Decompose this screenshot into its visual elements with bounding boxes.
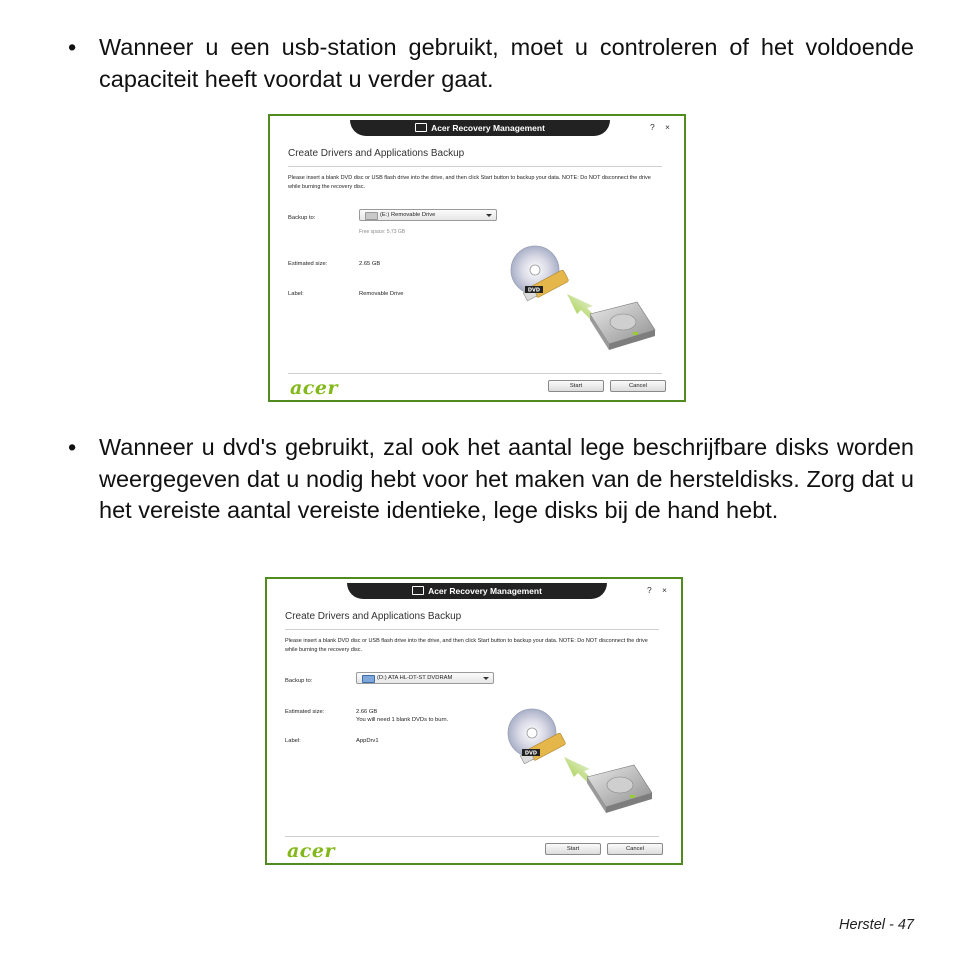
backup-drive-select[interactable] bbox=[359, 209, 497, 221]
page-footer: Herstel - 47 bbox=[839, 917, 914, 933]
bullet-text-usb: Wanneer u een usb-station gebruikt, moet u controleren of het voldoende capaciteit heeft voordat u verder gaat. bbox=[99, 34, 914, 92]
backup-to-label: Backup to: bbox=[285, 678, 313, 684]
removable-drive-icon bbox=[365, 212, 378, 220]
hard-disk-icon bbox=[590, 302, 655, 350]
estimated-size-label: Estimated size: bbox=[285, 709, 325, 715]
dialog-heading: Create Drivers and Applications Backup bbox=[285, 611, 462, 622]
window-title: Acer Recovery Management bbox=[428, 586, 542, 596]
optical-drive-icon bbox=[362, 675, 375, 683]
divider bbox=[285, 629, 659, 630]
recovery-app-icon bbox=[415, 123, 427, 132]
divider bbox=[285, 836, 659, 837]
free-space-text: Free space: 5.73 GB bbox=[359, 229, 406, 235]
window-titlebar bbox=[347, 583, 607, 599]
screenshot-dvd-backup bbox=[265, 577, 683, 865]
dialog-heading: Create Drivers and Applications Backup bbox=[288, 148, 465, 159]
backup-drive-value: (E:) Removable Drive bbox=[380, 212, 436, 218]
divider bbox=[288, 373, 662, 374]
backup-illustration bbox=[505, 242, 665, 352]
instruction-note: Please insert a blank DVD disc or USB flash drive into the drive, and then click Start button to backup your data. NOTE: Do NOT disconnect the drive while burning the recovery disc. bbox=[285, 638, 648, 653]
label-value: Removable Drive bbox=[359, 291, 404, 297]
chevron-down-icon bbox=[486, 214, 492, 217]
cancel-button[interactable]: Cancel bbox=[610, 380, 666, 392]
backup-drive-select[interactable] bbox=[356, 672, 494, 684]
cancel-button[interactable]: Cancel bbox=[607, 843, 663, 855]
bullet-text-dvd: Wanneer u dvd's gebruikt, zal ook het aantal lege beschrijfbare disks worden weergegeven dat u nodig hebt voor het maken van de hersteldisks. Zorg dat u het vereiste aantal vereiste identieke, lege disks bij de hand hebt. bbox=[99, 434, 914, 523]
bullet-marker: • bbox=[68, 434, 77, 460]
dvd-badge: DVD bbox=[527, 287, 541, 294]
bullet-marker: • bbox=[68, 34, 77, 60]
window-help-close-buttons[interactable]: ? × bbox=[649, 122, 674, 132]
window-help-close-buttons[interactable]: ? × bbox=[646, 585, 671, 595]
window-titlebar bbox=[350, 120, 610, 136]
label-value: AppDrv1 bbox=[356, 738, 379, 744]
acer-logo: acer bbox=[287, 840, 335, 862]
screenshot-usb-backup bbox=[268, 114, 686, 402]
backup-to-label: Backup to: bbox=[288, 215, 316, 221]
estimated-size-value: 2.66 GB bbox=[356, 709, 378, 715]
chevron-down-icon bbox=[483, 677, 489, 680]
window-title: Acer Recovery Management bbox=[431, 123, 545, 133]
estimated-size-value: 2.65 GB bbox=[359, 261, 381, 267]
backup-drive-value: (D:) ATA HL-DT-ST DVDRAM bbox=[377, 675, 453, 681]
instruction-note: Please insert a blank DVD disc or USB flash drive into the drive, and then click Start button to backup your data. NOTE: Do NOT disconnect the drive while burning the recovery disc. bbox=[288, 175, 651, 190]
divider bbox=[288, 166, 662, 167]
label-label: Label: bbox=[285, 738, 301, 744]
start-button[interactable]: Start bbox=[545, 843, 601, 855]
start-button[interactable]: Start bbox=[548, 380, 604, 392]
recovery-app-icon bbox=[412, 586, 424, 595]
blank-dvds-needed-text: You will need 1 blank DVDs to burn. bbox=[356, 717, 449, 723]
backup-illustration bbox=[502, 705, 662, 815]
dvd-badge: DVD bbox=[524, 750, 538, 757]
label-label: Label: bbox=[288, 291, 304, 297]
acer-logo: acer bbox=[290, 377, 338, 399]
estimated-size-label: Estimated size: bbox=[288, 261, 328, 267]
hard-disk-icon bbox=[587, 765, 652, 813]
